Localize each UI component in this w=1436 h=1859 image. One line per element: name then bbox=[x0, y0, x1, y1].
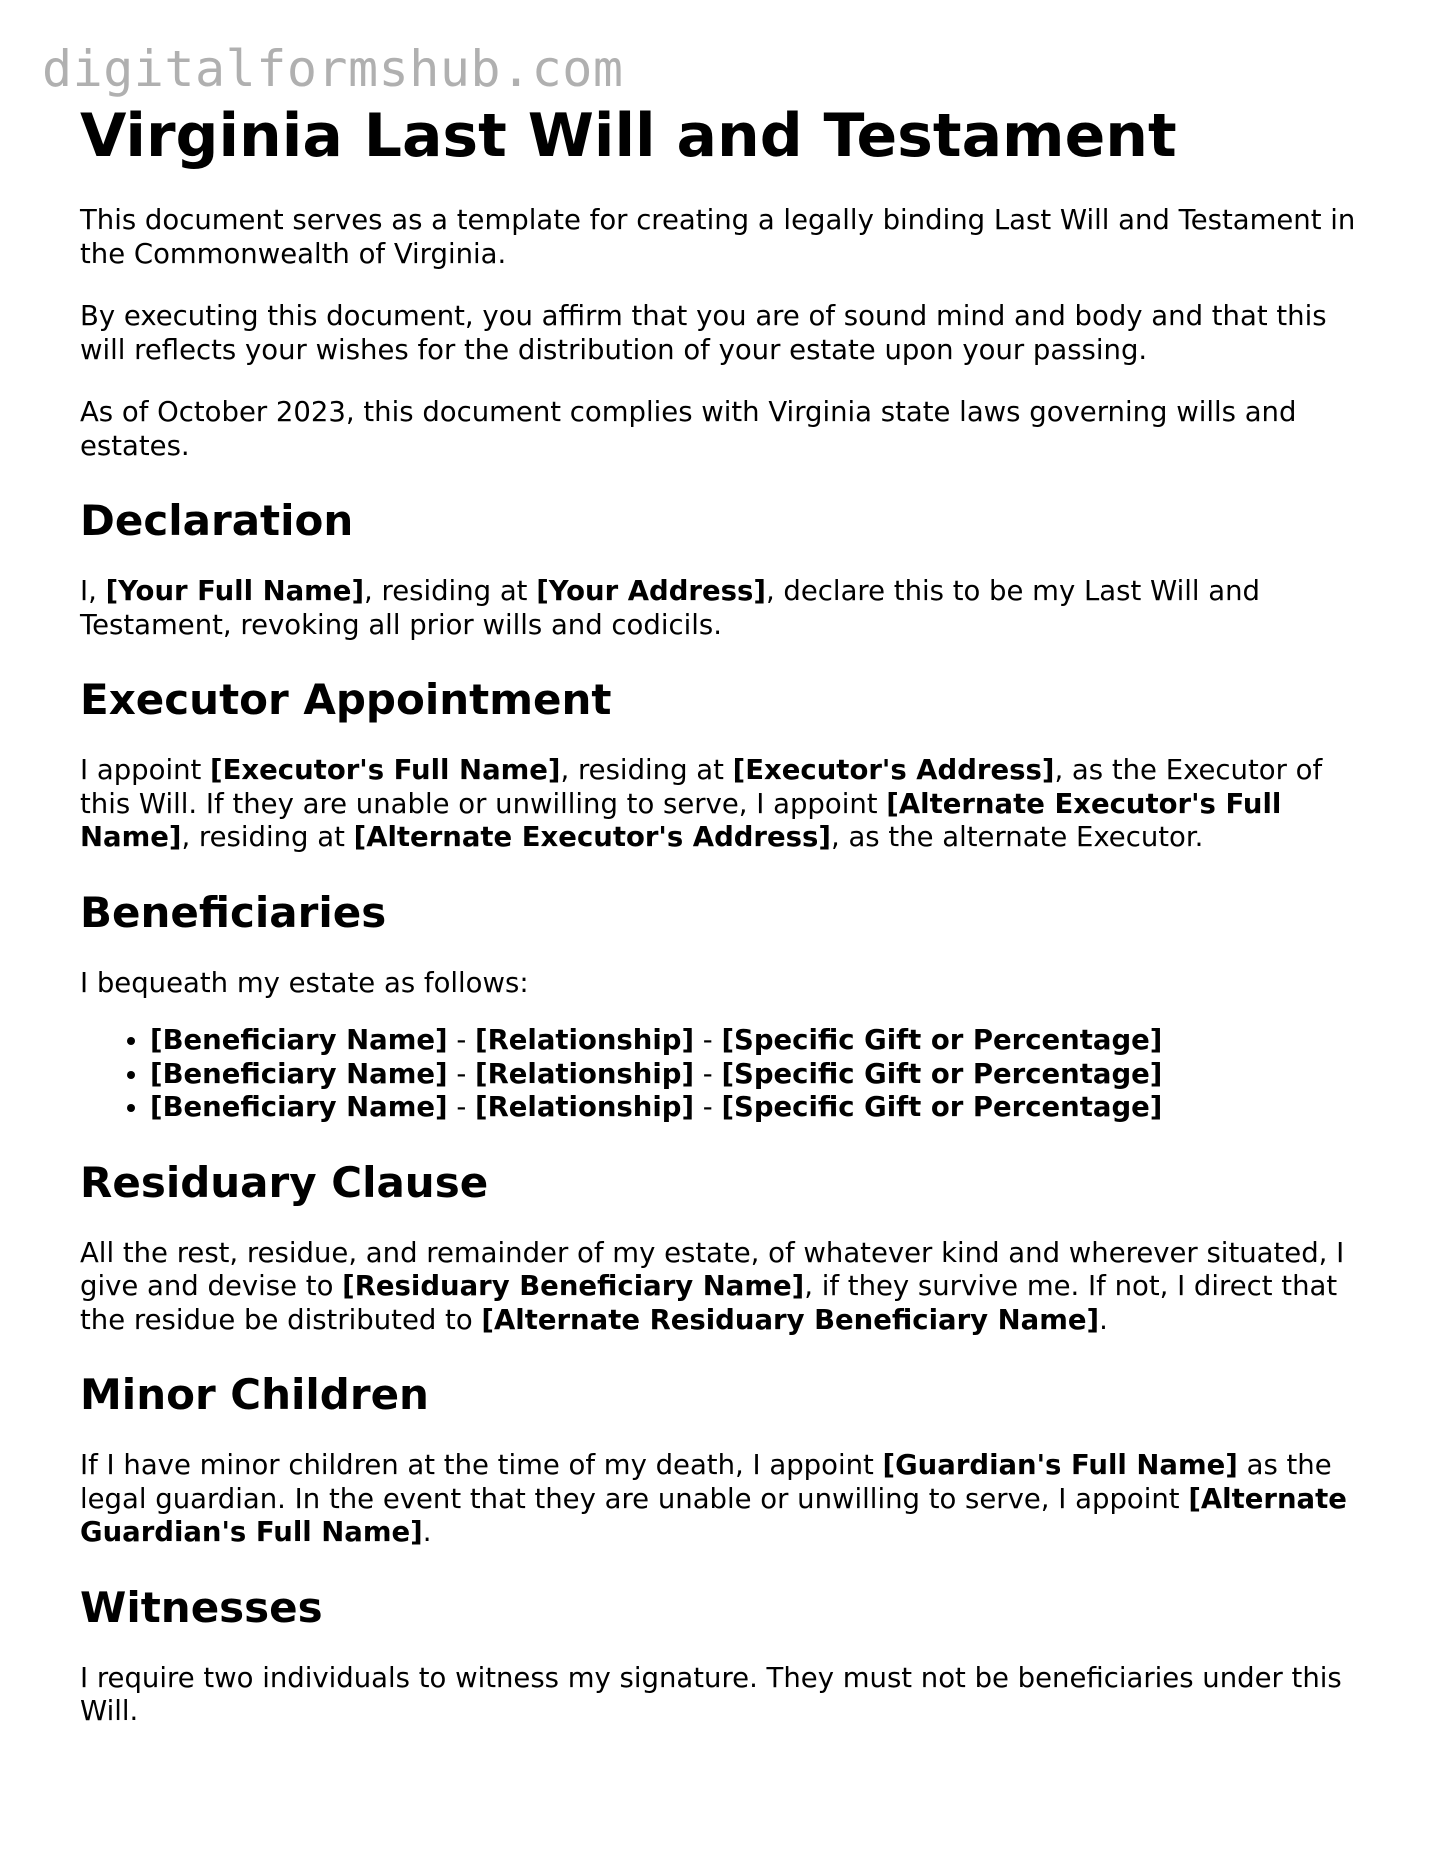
intro-paragraph-2: By executing this document, you affirm that you are of sound mind and body and that this will reflects your wishes for the distribution of your estate upon your passing. bbox=[80, 300, 1327, 366]
list-item: • [Beneficiary Name] - [Relationship] - [Specific Gift or Percentage] bbox=[150, 1058, 1370, 1092]
field-executor-address: [Executor's Address] bbox=[732, 754, 1055, 786]
minor-children-heading: Minor Children bbox=[80, 1370, 429, 1419]
field-your-address: [Your Address] bbox=[536, 575, 766, 607]
intro-paragraph-1: This document serves as a template for creating a legally binding Last Will and Testament in the Commonwealth of Virginia. bbox=[80, 204, 1356, 270]
witnesses-paragraph: I require two individuals to witness my signature. They must not be beneficiaries under this Will. bbox=[80, 1661, 1342, 1727]
field-gift: [Specific Gift or Percentage] bbox=[721, 1091, 1163, 1123]
minor-children-paragraph: If I have minor children at the time of my death, I appoint [Guardian's Full Name] as the legal guardian. In the event that they are unable or unwilling to serve, I appoint [Alternate Guardian's Full Name]. bbox=[80, 1449, 1347, 1548]
beneficiaries-heading: Beneficiaries bbox=[80, 887, 387, 937]
beneficiaries-list bbox=[80, 1024, 1370, 1125]
field-gift: [Specific Gift or Percentage] bbox=[721, 1057, 1163, 1090]
document-title: Virginia Last Will and Testament bbox=[80, 101, 1177, 171]
field-gift: [Specific Gift or Percentage] bbox=[721, 1024, 1163, 1056]
witnesses-heading: Witnesses bbox=[80, 1582, 323, 1632]
field-your-full-name: [Your Full Name] bbox=[105, 575, 365, 607]
field-alternate-residuary-beneficiary: [Alternate Residuary Beneficiary Name] bbox=[481, 1303, 1100, 1336]
intro-paragraph-3: As of October 2023, this document complies with Virginia state laws governing wills and estates. bbox=[80, 396, 1297, 462]
field-executor-name: [Executor's Full Name] bbox=[210, 754, 561, 786]
field-alternate-guardian-name: [Alternate Guardian's Full Name] bbox=[80, 1482, 1347, 1548]
field-relationship: [Relationship] bbox=[475, 1057, 695, 1090]
field-guardian-name: [Guardian's Full Name] bbox=[882, 1449, 1238, 1481]
declaration-heading: Declaration bbox=[80, 496, 354, 545]
field-beneficiary-name: [Beneficiary Name] bbox=[150, 1024, 448, 1056]
executor-heading: Executor Appointment bbox=[80, 675, 612, 724]
residuary-paragraph: All the rest, residue, and remainder of my estate, of whatever kind and wherever situated, I give and devise to [Residuary Beneficiary Name], if they survive me. If not, I direct that the residue be distributed to [Alternate Residuary Beneficiary Name]. bbox=[80, 1236, 1345, 1336]
beneficiaries-intro: I bequeath my estate as follows: bbox=[80, 966, 529, 999]
field-residuary-beneficiary: [Residuary Beneficiary Name] bbox=[342, 1270, 805, 1302]
document-body bbox=[80, 100, 1370, 1729]
field-beneficiary-name: [Beneficiary Name] bbox=[150, 1057, 448, 1090]
field-beneficiary-name: [Beneficiary Name] bbox=[150, 1091, 448, 1123]
field-relationship: [Relationship] bbox=[475, 1024, 695, 1056]
residuary-heading: Residuary Clause bbox=[80, 1157, 489, 1207]
watermark: digitalformshub.com bbox=[42, 40, 624, 98]
field-alternate-executor-name: [Alternate Executor's Full Name] bbox=[80, 787, 1282, 853]
declaration-paragraph: I, [Your Full Name], residing at [Your Address], declare this to be my Last Will and Testament, revoking all prior wills and codicils. bbox=[80, 575, 1260, 641]
list-item: • [Beneficiary Name] - [Relationship] - [Specific Gift or Percentage] bbox=[150, 1024, 1370, 1058]
field-relationship: [Relationship] bbox=[475, 1091, 695, 1123]
list-item: • [Beneficiary Name] - [Relationship] - [Specific Gift or Percentage] bbox=[150, 1091, 1370, 1125]
field-alternate-executor-address: [Alternate Executor's Address] bbox=[353, 821, 831, 853]
executor-paragraph: I appoint [Executor's Full Name], residing at [Executor's Address], as the Executor of this Will. If they are unable or unwilling to serve, I appoint [Alternate Executor's Full Name], residing at [Alternate Executor's Address], as the alternate Executor. bbox=[80, 754, 1323, 853]
